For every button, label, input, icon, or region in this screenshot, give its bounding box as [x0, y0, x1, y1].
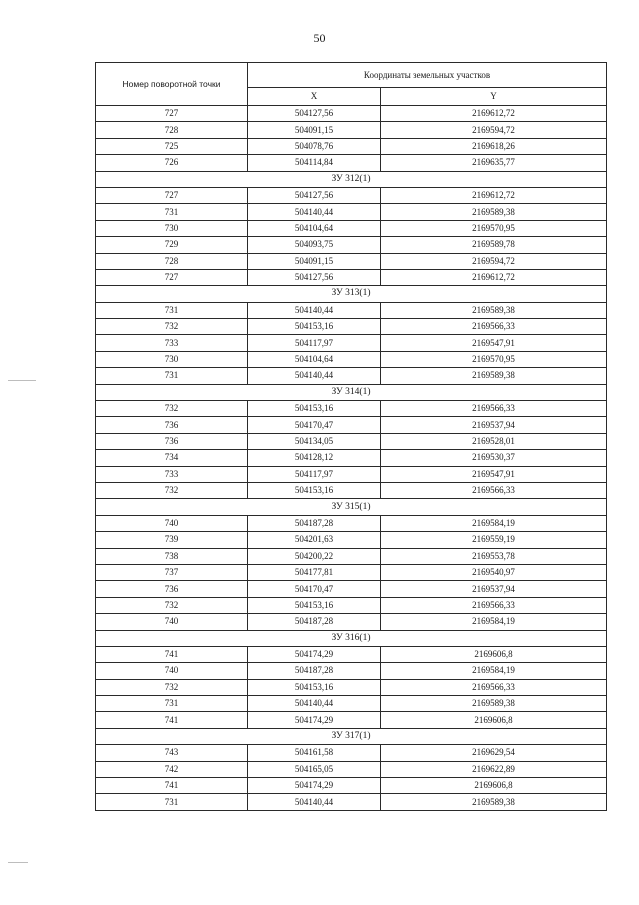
x-coordinate-cell: 504134,05: [248, 433, 381, 449]
y-coordinate-cell: 2169566,33: [381, 679, 607, 695]
point-number-cell: 731: [96, 368, 248, 384]
y-coordinate-cell: 2169528,01: [381, 433, 607, 449]
point-number-cell: 736: [96, 581, 248, 597]
x-coordinate-cell: 504140,44: [248, 204, 381, 220]
y-coordinate-cell: 2169589,38: [381, 368, 607, 384]
table-row: [96, 532, 607, 548]
group-header-row: [96, 384, 607, 400]
table-row: [96, 253, 607, 269]
x-coordinate-cell: 504127,56: [248, 187, 381, 203]
coordinates-table: [95, 62, 607, 811]
table-row: [96, 155, 607, 171]
y-coordinate-cell: 2169530,37: [381, 450, 607, 466]
x-coordinate-cell: 504117,97: [248, 335, 381, 351]
point-number-cell: 738: [96, 548, 248, 564]
y-coordinate-cell: 2169570,95: [381, 220, 607, 236]
y-coordinate-cell: 2169589,38: [381, 696, 607, 712]
point-number-cell: 732: [96, 319, 248, 335]
x-coordinate-cell: 504153,16: [248, 401, 381, 417]
y-coordinate-cell: 2169612,72: [381, 269, 607, 285]
x-coordinate-cell: 504091,15: [248, 122, 381, 138]
point-number-cell: 729: [96, 237, 248, 253]
x-coordinate-cell: 504093,75: [248, 237, 381, 253]
table-row: [96, 237, 607, 253]
table-row: [96, 745, 607, 761]
table-row: [96, 302, 607, 318]
y-coordinate-cell: 2169547,91: [381, 466, 607, 482]
point-number-cell: 741: [96, 712, 248, 728]
table-row: [96, 761, 607, 777]
x-coordinate-cell: 504170,47: [248, 581, 381, 597]
table-row: [96, 220, 607, 236]
table-row: [96, 597, 607, 613]
scan-mark: [8, 862, 28, 863]
x-coordinate-cell: 504177,81: [248, 564, 381, 580]
x-coordinate-cell: 504140,44: [248, 794, 381, 810]
y-coordinate-cell: 2169566,33: [381, 597, 607, 613]
table-row: [96, 401, 607, 417]
point-number-cell: 741: [96, 778, 248, 794]
x-coordinate-cell: 504153,16: [248, 597, 381, 613]
table-row: [96, 712, 607, 728]
header-y: Y: [381, 87, 607, 105]
table-row: [96, 368, 607, 384]
point-number-cell: 737: [96, 564, 248, 580]
point-number-cell: 731: [96, 794, 248, 810]
y-coordinate-cell: 2169612,72: [381, 187, 607, 203]
table-row: [96, 778, 607, 794]
x-coordinate-cell: 504104,64: [248, 351, 381, 367]
table-row: [96, 614, 607, 630]
x-coordinate-cell: 504170,47: [248, 417, 381, 433]
table-row: [96, 450, 607, 466]
point-number-cell: 733: [96, 466, 248, 482]
point-number-cell: 731: [96, 696, 248, 712]
x-coordinate-cell: 504200,22: [248, 548, 381, 564]
x-coordinate-cell: 504153,16: [248, 482, 381, 498]
x-coordinate-cell: 504174,29: [248, 646, 381, 662]
table-row: [96, 106, 607, 122]
point-number-cell: 741: [96, 646, 248, 662]
point-number-cell: 736: [96, 433, 248, 449]
point-number-cell: 726: [96, 155, 248, 171]
y-coordinate-cell: 2169618,26: [381, 138, 607, 154]
y-coordinate-cell: 2169566,33: [381, 319, 607, 335]
x-coordinate-cell: 504078,76: [248, 138, 381, 154]
group-label: ЗУ 317(1): [96, 728, 607, 744]
point-number-cell: 728: [96, 253, 248, 269]
point-number-cell: 731: [96, 204, 248, 220]
x-coordinate-cell: 504140,44: [248, 696, 381, 712]
group-label: ЗУ 316(1): [96, 630, 607, 646]
y-coordinate-cell: 2169594,72: [381, 122, 607, 138]
table-row: [96, 269, 607, 285]
header-point-number: Номер поворотной точки: [96, 63, 248, 106]
x-coordinate-cell: 504140,44: [248, 368, 381, 384]
point-number-cell: 732: [96, 679, 248, 695]
y-coordinate-cell: 2169612,72: [381, 106, 607, 122]
y-coordinate-cell: 2169553,78: [381, 548, 607, 564]
point-number-cell: 727: [96, 269, 248, 285]
point-number-cell: 734: [96, 450, 248, 466]
table-row: [96, 351, 607, 367]
point-number-cell: 743: [96, 745, 248, 761]
y-coordinate-cell: 2169566,33: [381, 401, 607, 417]
y-coordinate-cell: 2169547,91: [381, 335, 607, 351]
x-coordinate-cell: 504128,12: [248, 450, 381, 466]
table-row: [96, 794, 607, 810]
scan-mark: [8, 380, 36, 381]
x-coordinate-cell: 504165,05: [248, 761, 381, 777]
page-number: 50: [313, 31, 326, 45]
y-coordinate-cell: 2169589,38: [381, 204, 607, 220]
table-row: [96, 466, 607, 482]
table-row: [96, 417, 607, 433]
point-number-cell: 740: [96, 663, 248, 679]
x-coordinate-cell: 504127,56: [248, 269, 381, 285]
table-row: [96, 138, 607, 154]
table-row: [96, 581, 607, 597]
x-coordinate-cell: 504201,63: [248, 532, 381, 548]
point-number-cell: 725: [96, 138, 248, 154]
header-x: X: [248, 87, 381, 105]
point-number-cell: 740: [96, 614, 248, 630]
y-coordinate-cell: 2169559,19: [381, 532, 607, 548]
point-number-cell: 727: [96, 106, 248, 122]
x-coordinate-cell: 504161,58: [248, 745, 381, 761]
x-coordinate-cell: 504091,15: [248, 253, 381, 269]
x-coordinate-cell: 504114,84: [248, 155, 381, 171]
x-coordinate-cell: 504187,28: [248, 663, 381, 679]
group-header-row: [96, 286, 607, 302]
y-coordinate-cell: 2169594,72: [381, 253, 607, 269]
x-coordinate-cell: 504153,16: [248, 319, 381, 335]
point-number-cell: 740: [96, 515, 248, 531]
table-row: [96, 319, 607, 335]
table-row: [96, 696, 607, 712]
table-row: [96, 187, 607, 203]
point-number-cell: 732: [96, 482, 248, 498]
table-row: [96, 515, 607, 531]
group-label: ЗУ 312(1): [96, 171, 607, 187]
y-coordinate-cell: 2169537,94: [381, 417, 607, 433]
table-body: [96, 106, 607, 811]
point-number-cell: 733: [96, 335, 248, 351]
y-coordinate-cell: 2169606,8: [381, 712, 607, 728]
table-row: [96, 335, 607, 351]
table-row: [96, 646, 607, 662]
y-coordinate-cell: 2169566,33: [381, 482, 607, 498]
y-coordinate-cell: 2169584,19: [381, 515, 607, 531]
point-number-cell: 730: [96, 220, 248, 236]
x-coordinate-cell: 504140,44: [248, 302, 381, 318]
table-row: [96, 122, 607, 138]
y-coordinate-cell: 2169629,54: [381, 745, 607, 761]
point-number-cell: 732: [96, 597, 248, 613]
point-number-cell: 739: [96, 532, 248, 548]
table-row: [96, 679, 607, 695]
y-coordinate-cell: 2169606,8: [381, 646, 607, 662]
y-coordinate-cell: 2169589,38: [381, 794, 607, 810]
y-coordinate-cell: 2169589,78: [381, 237, 607, 253]
x-coordinate-cell: 504187,28: [248, 614, 381, 630]
point-number-cell: 742: [96, 761, 248, 777]
y-coordinate-cell: 2169537,94: [381, 581, 607, 597]
table-row: [96, 564, 607, 580]
y-coordinate-cell: 2169584,19: [381, 663, 607, 679]
point-number-cell: 731: [96, 302, 248, 318]
group-label: ЗУ 313(1): [96, 286, 607, 302]
x-coordinate-cell: 504153,16: [248, 679, 381, 695]
y-coordinate-cell: 2169540,97: [381, 564, 607, 580]
point-number-cell: 727: [96, 187, 248, 203]
point-number-cell: 730: [96, 351, 248, 367]
header-coordinates: Координаты земельных участков: [248, 63, 607, 88]
x-coordinate-cell: 504117,97: [248, 466, 381, 482]
y-coordinate-cell: 2169635,77: [381, 155, 607, 171]
x-coordinate-cell: 504174,29: [248, 778, 381, 794]
x-coordinate-cell: 504174,29: [248, 712, 381, 728]
point-number-cell: 732: [96, 401, 248, 417]
group-header-row: [96, 630, 607, 646]
group-label: ЗУ 315(1): [96, 499, 607, 515]
table-row: [96, 482, 607, 498]
group-header-row: [96, 171, 607, 187]
y-coordinate-cell: 2169589,38: [381, 302, 607, 318]
y-coordinate-cell: 2169606,8: [381, 778, 607, 794]
y-coordinate-cell: 2169622,89: [381, 761, 607, 777]
x-coordinate-cell: 504104,64: [248, 220, 381, 236]
x-coordinate-cell: 504187,28: [248, 515, 381, 531]
table-row: [96, 433, 607, 449]
x-coordinate-cell: 504127,56: [248, 106, 381, 122]
point-number-cell: 736: [96, 417, 248, 433]
group-header-row: [96, 728, 607, 744]
point-number-cell: 728: [96, 122, 248, 138]
table-row: [96, 663, 607, 679]
y-coordinate-cell: 2169570,95: [381, 351, 607, 367]
table-row: [96, 204, 607, 220]
y-coordinate-cell: 2169584,19: [381, 614, 607, 630]
table-row: [96, 548, 607, 564]
group-label: ЗУ 314(1): [96, 384, 607, 400]
group-header-row: [96, 499, 607, 515]
